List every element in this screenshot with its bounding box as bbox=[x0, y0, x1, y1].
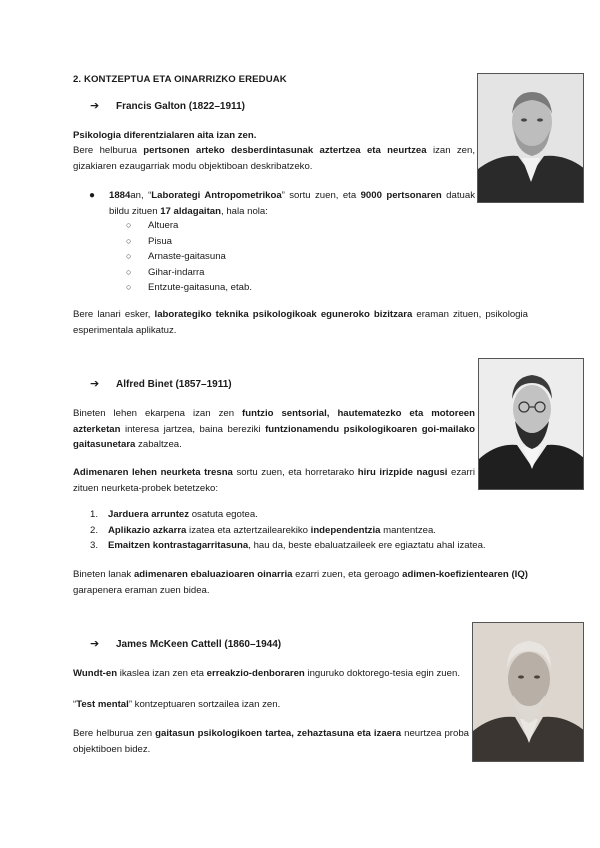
circle-bullet-icon: ○ bbox=[126, 220, 132, 230]
bullet-text-h: , hala nola: bbox=[221, 205, 268, 217]
cattell-p1 bbox=[73, 666, 469, 682]
binet-heading bbox=[90, 377, 232, 393]
bullet-vars: 17 aldagaitan bbox=[160, 205, 221, 217]
closing-text-c: eraman zituen, psikologia esperimentala aplikatuz. bbox=[73, 309, 528, 336]
criterion-bold-2: independentzia bbox=[310, 524, 381, 536]
binet-p1-e: zabaltzea. bbox=[135, 439, 182, 450]
criterion-bold: Aplikazio azkarra bbox=[108, 524, 187, 536]
cattell-p1-d: inguruko doktorego-tesia egin zuen. bbox=[304, 668, 460, 679]
list-item-text bbox=[108, 507, 258, 523]
cattell-portrait-image bbox=[473, 623, 584, 762]
list-item-text: Altuera bbox=[148, 220, 179, 231]
list-item bbox=[126, 249, 252, 265]
list-item-text bbox=[108, 523, 436, 539]
list-item bbox=[90, 523, 490, 539]
galton-portrait-image bbox=[478, 74, 584, 203]
list-item bbox=[90, 538, 490, 554]
circle-bullet-icon: ○ bbox=[126, 266, 132, 277]
cattell-portrait bbox=[472, 622, 584, 762]
galton-heading bbox=[90, 99, 245, 115]
closing-text-b: laborategiko teknika psikologikoak eguneroko bizitzara bbox=[154, 309, 413, 320]
arrow-right-icon: ➔ bbox=[90, 378, 100, 390]
binet-portrait-image bbox=[479, 359, 584, 490]
criterion-bold: Emaitzen kontrastagarritasuna bbox=[108, 540, 249, 551]
criterion-rest-2: mantentzea. bbox=[380, 524, 436, 536]
arrow-right-icon: ➔ bbox=[90, 100, 100, 112]
list-number: 2. bbox=[90, 524, 99, 536]
list-item bbox=[126, 234, 252, 250]
galton-heading-text: Francis Galton (1822–1911) bbox=[116, 101, 245, 112]
list-item bbox=[126, 280, 252, 296]
binet-p1-d: funtzionamendu psikologikoaren goi-mailako gaitasunetara bbox=[73, 423, 475, 450]
list-item-text bbox=[108, 538, 486, 554]
list-number: 1. bbox=[90, 509, 99, 520]
bullet-icon: ● bbox=[89, 190, 96, 201]
galton-text-c: izan zen, gizakiaren ezaugarriak modu objektiboan deskribatzeko. bbox=[73, 145, 476, 172]
cattell-p2 bbox=[73, 697, 469, 713]
bullet-lab: Laborategi Antropometrikoa bbox=[151, 190, 282, 201]
galton-bullet bbox=[89, 188, 475, 219]
binet-p3-b: adimenaren ebaluazioaren oinarria bbox=[133, 569, 293, 580]
list-item-text: Pisua bbox=[148, 235, 172, 247]
galton-portrait bbox=[477, 73, 584, 203]
list-item bbox=[126, 265, 252, 281]
circle-bullet-icon: ○ bbox=[126, 282, 132, 292]
arrow-right-icon: ➔ bbox=[90, 638, 100, 650]
circle-bullet-icon: ○ bbox=[126, 251, 132, 261]
list-item-text: Entzute-gaitasuna, etab. bbox=[148, 282, 253, 293]
galton-closing bbox=[73, 307, 528, 338]
list-item-text: Arnaste-gaitasuna bbox=[148, 251, 226, 262]
binet-p2-d: ezarri zituen neurketa-probek betetzeko: bbox=[73, 467, 476, 494]
cattell-heading bbox=[90, 637, 281, 653]
cattell-p2-b: Test mental bbox=[76, 699, 129, 710]
galton-intro-text: Psikologia diferentzialaren aita izan zen. bbox=[73, 130, 257, 141]
list-item-text: Gihar-indarra bbox=[148, 266, 205, 278]
binet-p3 bbox=[73, 567, 528, 598]
bullet-text-b: an, “ bbox=[130, 190, 152, 201]
list-item bbox=[90, 507, 490, 523]
criterion-bold: Jarduera arruntez bbox=[108, 509, 190, 520]
cattell-p3-c: neurtzea proba objektiboen bidez. bbox=[73, 728, 470, 755]
cattell-p2-c: ” kontzeptuaren sortzailea izan zen. bbox=[128, 699, 281, 710]
criterion-rest: osatuta egotea. bbox=[189, 509, 258, 520]
galton-intro-2 bbox=[73, 143, 475, 174]
binet-p1-a: Bineten lehen ekarpena izan zen bbox=[73, 408, 243, 419]
list-number: 3. bbox=[90, 540, 99, 551]
cattell-p3 bbox=[73, 726, 469, 757]
criterion-rest: , hau da, beste ebaluatzaileek ere egiaztatu ahal izatea. bbox=[248, 540, 486, 551]
cattell-p1-c: erreakzio-denboraren bbox=[206, 668, 305, 679]
cattell-p1-a: Wundt-en bbox=[73, 668, 118, 679]
binet-p3-a: Bineten lanak bbox=[73, 569, 134, 580]
criterion-rest: izatea eta aztertzailearekiko bbox=[186, 524, 311, 536]
binet-p3-d: adimen-koefizientearen (IQ) bbox=[402, 569, 529, 580]
cattell-p1-b: ikaslea izan zen eta bbox=[117, 668, 207, 679]
binet-p1-c: interesa jartzea, baina bereziki bbox=[120, 423, 266, 435]
list-item bbox=[126, 218, 252, 234]
galton-text-a: Bere helburua bbox=[73, 145, 144, 156]
binet-p3-e: garapenera eraman zuen bidea. bbox=[73, 584, 210, 596]
section-title: 2. KONTZEPTUA ETA OINARRIZKO EREDUAK bbox=[73, 74, 287, 85]
galton-text-b: pertsonen arteko desberdintasunak aztertzea eta neurtzea bbox=[143, 145, 427, 156]
galton-bullet-text bbox=[109, 188, 475, 219]
binet-p1 bbox=[73, 406, 475, 453]
bullet-persons: 9000 pertsonaren bbox=[360, 190, 442, 201]
binet-p3-c: ezarri zuen, eta geroago bbox=[292, 569, 403, 580]
bullet-year: 1884 bbox=[109, 190, 131, 201]
binet-p1-b: funtzio sentsorial, hautematezko eta motoreen azterketan bbox=[73, 408, 475, 435]
cattell-p3-a: Bere helburua zen bbox=[73, 728, 156, 739]
bullet-text-d: ” sortu zuen, eta bbox=[281, 190, 361, 201]
cattell-p2-a: “ bbox=[73, 699, 77, 710]
binet-portrait bbox=[478, 358, 584, 490]
binet-criteria-list bbox=[90, 507, 490, 554]
binet-p2-c: hiru irizpide nagusi bbox=[357, 467, 448, 478]
binet-p2-a: Adimenaren lehen neurketa tresna bbox=[73, 467, 233, 478]
binet-heading-text: Alfred Binet (1857–1911) bbox=[116, 379, 232, 390]
circle-bullet-icon: ○ bbox=[126, 235, 132, 246]
binet-p2-b: sortu zuen, eta horretarako bbox=[232, 467, 358, 478]
cattell-p3-b: gaitasun psikologikoen tartea, zehaztasuna eta izaera bbox=[155, 728, 402, 739]
bullet-text-f: datuak bildu zituen bbox=[109, 190, 475, 217]
binet-p2 bbox=[73, 465, 475, 496]
cattell-heading-text: James McKeen Cattell (1860–1944) bbox=[116, 639, 282, 650]
closing-text-a: Bere lanari esker, bbox=[73, 309, 155, 320]
galton-intro-1 bbox=[73, 128, 475, 144]
galton-sublist bbox=[126, 218, 252, 296]
